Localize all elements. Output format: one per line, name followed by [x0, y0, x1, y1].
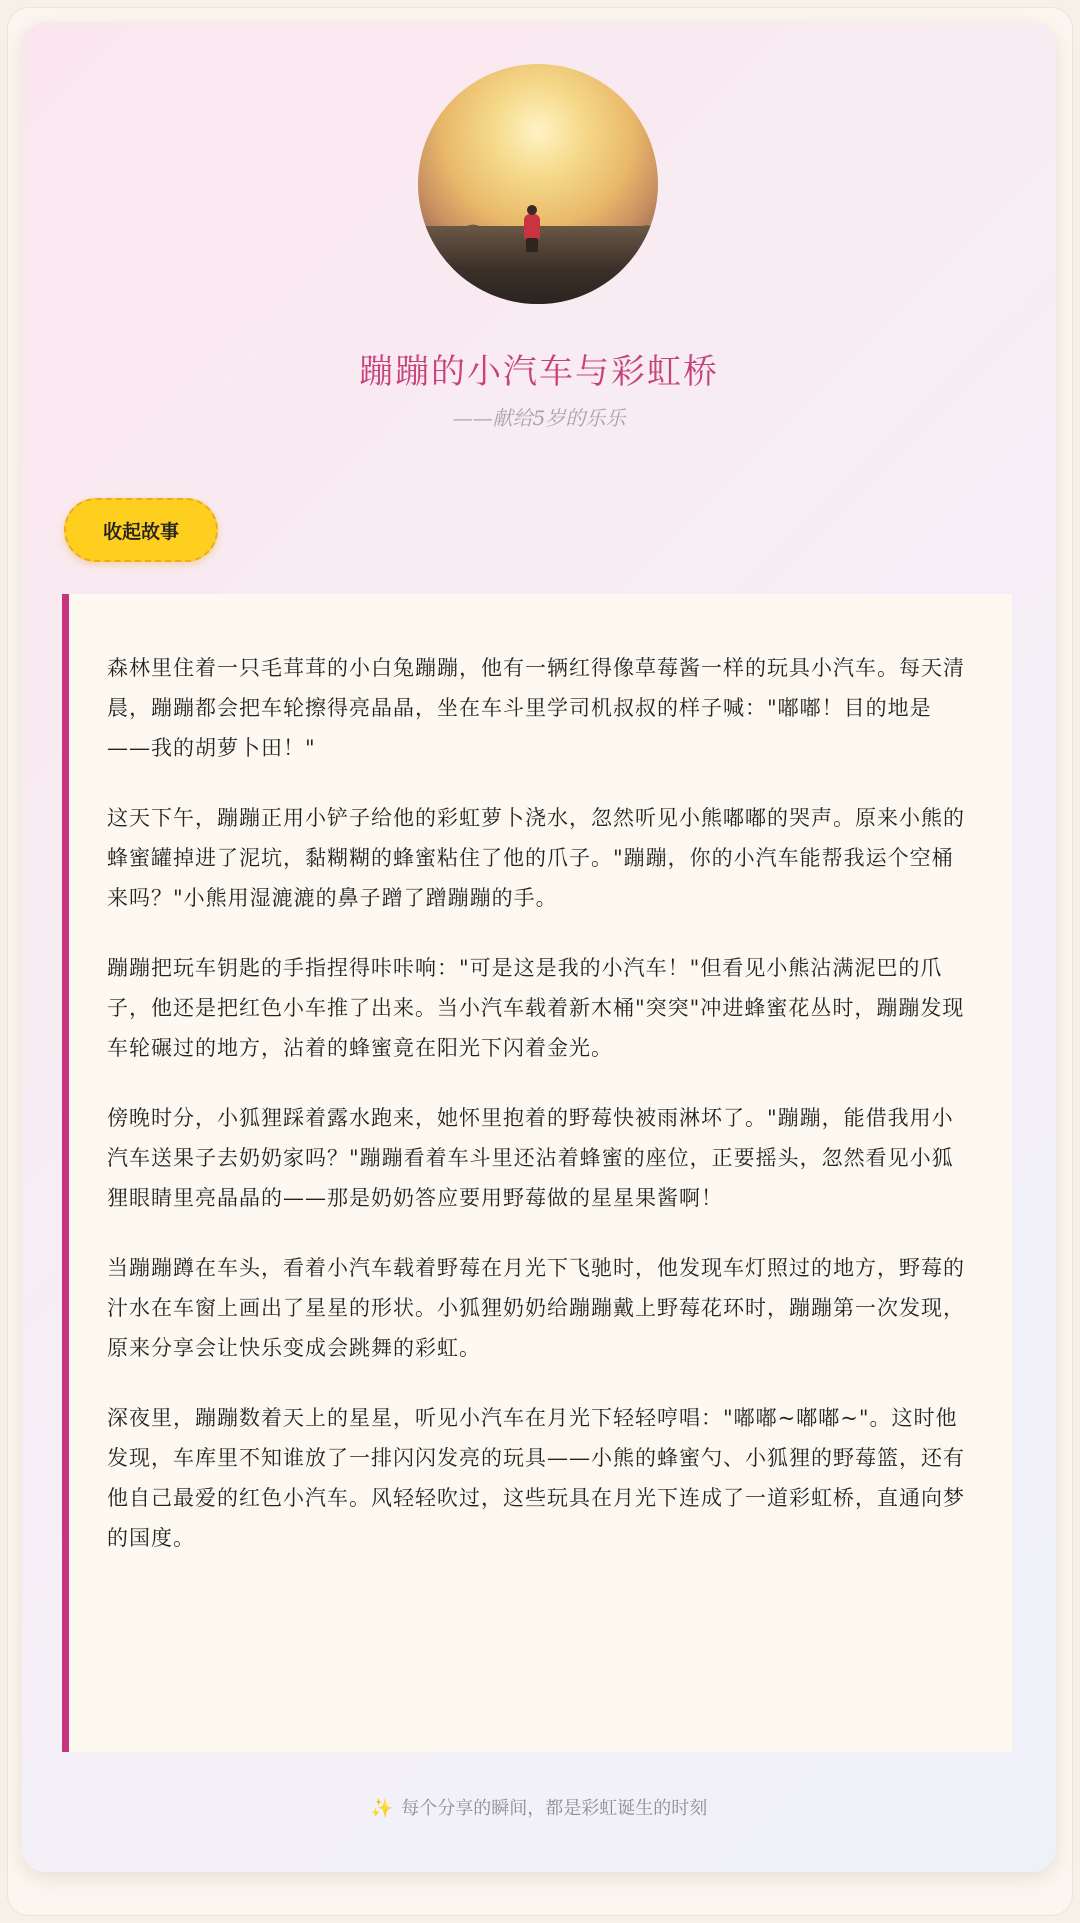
story-card	[22, 22, 1056, 1872]
story-paragraph: 深夜里，蹦蹦数着天上的星星，听见小汽车在月光下轻轻哼唱："嘟嘟~嘟嘟~"。这时他发现，车库里不知谁放了一排闪闪发亮的玩具——小熊的蜂蜜勺、小狐狸的野莓篮，还有他自己最爱的红色小汽车。风轻轻吹过，这些玩具在月光下连成了一道彩虹桥，直通向梦的国度。	[107, 1406, 965, 1550]
story-paragraph: 蹦蹦把玩车钥匙的手指捏得咔咔响："可是这是我的小汽车！"但看见小熊沾满泥巴的爪子，他还是把红色小车推了出来。当小汽车载着新木桶"突突"冲进蜂蜜花丛时，蹦蹦发现车轮碾过的地方，沾着的蜂蜜竟在阳光下闪着金光。	[107, 956, 965, 1060]
cover-image	[418, 64, 658, 304]
cover-runner	[524, 214, 540, 240]
story-paragraph: 森林里住着一只毛茸茸的小白兔蹦蹦，他有一辆红得像草莓酱一样的玩具小汽车。每天清晨，蹦蹦都会把车轮擦得亮晶晶，坐在车斗里学司机叔叔的样子喊："嘟嘟！目的地是——我的胡萝卜田！"	[107, 656, 965, 760]
footer-text: 每个分享的瞬间，都是彩虹诞生的时刻	[401, 1798, 708, 1819]
story-paragraph: 这天下午，蹦蹦正用小铲子给他的彩虹萝卜浇水，忽然听见小熊嘟嘟的哭声。原来小熊的蜂蜜罐掉进了泥坑，黏糊糊的蜂蜜粘住了他的爪子。"蹦蹦，你的小汽车能帮我运个空桶来吗？"小熊用湿漉漉的鼻子蹭了蹭蹦蹦的手。	[107, 806, 965, 910]
footer-note	[22, 1794, 1056, 1820]
collapse-story-button[interactable]: 收起故事	[64, 498, 218, 562]
story-paragraph: 当蹦蹦蹲在车头，看着小汽车载着野莓在月光下飞驰时，他发现车灯照过的地方，野莓的汁水在车窗上画出了星星的形状。小狐狸奶奶给蹦蹦戴上野莓花环时，蹦蹦第一次发现，原来分享会让快乐变成会跳舞的彩虹。	[107, 1256, 965, 1360]
story-title: 蹦蹦的小汽车与彩虹桥	[359, 352, 719, 392]
story-dedication: ——献给5岁的乐乐	[452, 406, 626, 430]
story-body	[62, 594, 1012, 1752]
sparkle-icon: ✨	[370, 1798, 394, 1819]
story-paragraph: 傍晚时分，小狐狸踩着露水跑来，她怀里抱着的野莓快被雨淋坏了。"蹦蹦，能借我用小汽车送果子去奶奶家吗？"蹦蹦看着车斗里还沾着蜂蜜的座位，正要摇头，忽然看见小狐狸眼睛里亮晶晶的——那是奶奶答应要用野莓做的星星果酱啊！	[107, 1106, 954, 1210]
